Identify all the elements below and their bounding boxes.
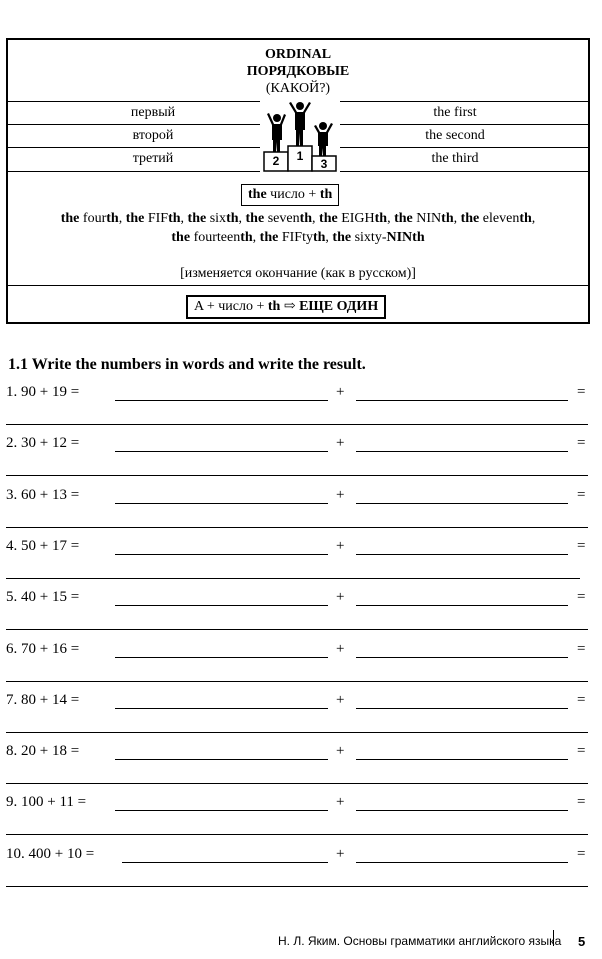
table-title-ru: ПОРЯДКОВЫЕ: [246, 64, 350, 79]
example-fragment: th: [240, 230, 253, 245]
example-fragment: ,: [312, 211, 320, 226]
formula-th: th: [319, 187, 333, 202]
answer-blank-first-number[interactable]: [115, 503, 328, 504]
answer-result-line[interactable]: [6, 783, 588, 784]
row-3-russian: третий: [132, 151, 174, 166]
answer-blank-first-number[interactable]: [115, 451, 328, 452]
example-fragment: th: [374, 211, 388, 226]
answer-blank-second-number[interactable]: [356, 862, 568, 863]
example-fragment: ,: [252, 230, 260, 245]
plus-sign: +: [336, 846, 345, 862]
formula-another-one: [186, 295, 386, 319]
ordinal-rule-table: [6, 38, 590, 324]
formula-number: число +: [266, 187, 320, 202]
arrow-right-icon: ⇨: [280, 299, 300, 314]
example-fragment: EIGH: [337, 211, 375, 226]
answer-result-line[interactable]: [6, 834, 588, 835]
page-number: 5: [578, 934, 586, 949]
example-fragment: th: [441, 211, 454, 226]
plus-sign: +: [336, 743, 345, 759]
example-fragment: th: [226, 211, 239, 226]
podium-place-1: 1: [296, 149, 304, 163]
example-fragment: ,: [387, 211, 395, 226]
equals-sign: =: [577, 692, 586, 708]
example-fragment: the: [60, 211, 80, 226]
row-3-english: the third: [431, 151, 479, 166]
exercise-expression: 10. 400 + 10 =: [6, 846, 95, 862]
exercise-expression: 9. 100 + 11 =: [6, 794, 87, 810]
plus-sign: +: [336, 538, 345, 554]
equals-sign: =: [577, 589, 586, 605]
answer-blank-first-number[interactable]: [115, 810, 328, 811]
answer-result-line[interactable]: [6, 424, 588, 425]
plus-sign: +: [336, 641, 345, 657]
table-question: (КАКОЙ?): [265, 81, 331, 96]
formula2-result: ЕЩЕ ОДИН: [299, 299, 379, 314]
exercise-expression: 2. 30 + 12 =: [6, 435, 80, 451]
equals-sign: =: [577, 641, 586, 657]
row-2-english: the second: [425, 128, 485, 143]
equals-sign: =: [577, 743, 586, 759]
exercise-expression: 6. 70 + 16 =: [6, 641, 80, 657]
plus-sign: +: [336, 435, 345, 451]
equals-sign: =: [577, 384, 586, 400]
exercise-expression: 5. 40 + 15 =: [6, 589, 80, 605]
equals-sign: =: [577, 794, 586, 810]
plus-sign: +: [336, 384, 345, 400]
example-fragment: the: [319, 211, 338, 226]
answer-result-line[interactable]: [6, 629, 588, 630]
ordinal-examples-line-2: [8, 230, 588, 246]
answer-blank-first-number[interactable]: [115, 400, 328, 401]
podium-place-3: 3: [320, 157, 328, 171]
footer-divider: [553, 930, 554, 946]
exercise-expression: 4. 50 + 17 =: [6, 538, 80, 554]
row-1-english: the first: [433, 105, 477, 120]
formula2-prefix: A + число +: [194, 299, 268, 314]
example-fragment: the: [125, 211, 145, 226]
exercise-expression: 3. 60 + 13 =: [6, 487, 80, 503]
example-fragment: eleven: [479, 211, 520, 226]
exercise-title: 1.1 Write the numbers in words and write the result.: [8, 356, 366, 373]
answer-blank-second-number[interactable]: [356, 708, 568, 709]
answer-blank-second-number[interactable]: [356, 451, 568, 452]
answer-result-line[interactable]: [6, 732, 588, 733]
example-fragment: th: [168, 211, 181, 226]
footer-book-title: Н. Л. Яким. Основы грамматики английского языка: [278, 934, 562, 948]
plus-sign: +: [336, 487, 345, 503]
divider: [8, 285, 588, 286]
example-fragment: ,: [325, 230, 333, 245]
exercise-expression: 1. 90 + 19 =: [6, 384, 80, 400]
answer-blank-first-number[interactable]: [122, 862, 328, 863]
example-fragment: th: [299, 211, 313, 226]
equals-sign: =: [577, 487, 586, 503]
answer-result-line[interactable]: [6, 578, 580, 579]
answer-blank-first-number[interactable]: [115, 759, 328, 760]
example-fragment: FIFty: [278, 230, 313, 245]
example-fragment: ,: [531, 211, 536, 226]
equals-sign: =: [577, 538, 586, 554]
example-fragment: the: [332, 230, 352, 245]
formula2-th: th: [267, 299, 281, 314]
example-fragment: the: [394, 211, 413, 226]
example-fragment: the: [245, 211, 265, 226]
answer-blank-first-number[interactable]: [115, 657, 328, 658]
example-fragment: the: [187, 211, 207, 226]
row-1-russian: первый: [130, 105, 176, 120]
example-fragment: th: [519, 211, 532, 226]
table-title-en: ORDINAL: [264, 47, 332, 62]
example-fragment: NIN: [412, 211, 442, 226]
answer-blank-first-number[interactable]: [115, 708, 328, 709]
answer-blank-second-number[interactable]: [356, 554, 568, 555]
example-fragment: seven: [264, 211, 300, 226]
plus-sign: +: [336, 589, 345, 605]
answer-blank-second-number[interactable]: [356, 759, 568, 760]
example-fragment: ,: [453, 211, 461, 226]
formula-the-number-th: [241, 184, 339, 206]
podium-place-2: 2: [272, 154, 280, 168]
example-fragment: ,: [118, 211, 126, 226]
example-fragment: ,: [180, 211, 188, 226]
answer-blank-second-number[interactable]: [356, 503, 568, 504]
equals-sign: =: [577, 435, 586, 451]
row-2-russian: второй: [132, 128, 174, 143]
answer-blank-second-number[interactable]: [356, 657, 568, 658]
ending-note: [изменяется окончание (как в русском)]: [180, 266, 416, 281]
exercise-expression: 7. 80 + 14 =: [6, 692, 80, 708]
formula-the: the: [248, 187, 267, 202]
example-fragment: four: [79, 211, 107, 226]
answer-result-line[interactable]: [6, 886, 588, 887]
answer-result-line[interactable]: [6, 527, 588, 528]
example-fragment: th: [106, 211, 119, 226]
equals-sign: =: [577, 846, 586, 862]
answer-blank-second-number[interactable]: [356, 810, 568, 811]
example-fragment: six: [206, 211, 227, 226]
example-fragment: FIF: [144, 211, 169, 226]
answer-blank-first-number[interactable]: [115, 554, 328, 555]
example-fragment: fourteen: [190, 230, 241, 245]
answer-blank-second-number[interactable]: [356, 605, 568, 606]
example-fragment: the: [259, 230, 279, 245]
example-fragment: sixty-: [351, 230, 387, 245]
podium-illustration: [260, 100, 340, 172]
ordinal-examples-line-1: [8, 211, 588, 227]
example-fragment: th: [312, 230, 326, 245]
answer-blank-second-number[interactable]: [356, 400, 568, 401]
answer-result-line[interactable]: [6, 681, 588, 682]
example-fragment: the: [171, 230, 191, 245]
example-fragment: NINth: [386, 230, 425, 245]
answer-blank-first-number[interactable]: [115, 605, 328, 606]
exercise-expression: 8. 20 + 18 =: [6, 743, 80, 759]
plus-sign: +: [336, 794, 345, 810]
example-fragment: the: [460, 211, 480, 226]
example-fragment: ,: [238, 211, 246, 226]
answer-result-line[interactable]: [6, 475, 588, 476]
plus-sign: +: [336, 692, 345, 708]
